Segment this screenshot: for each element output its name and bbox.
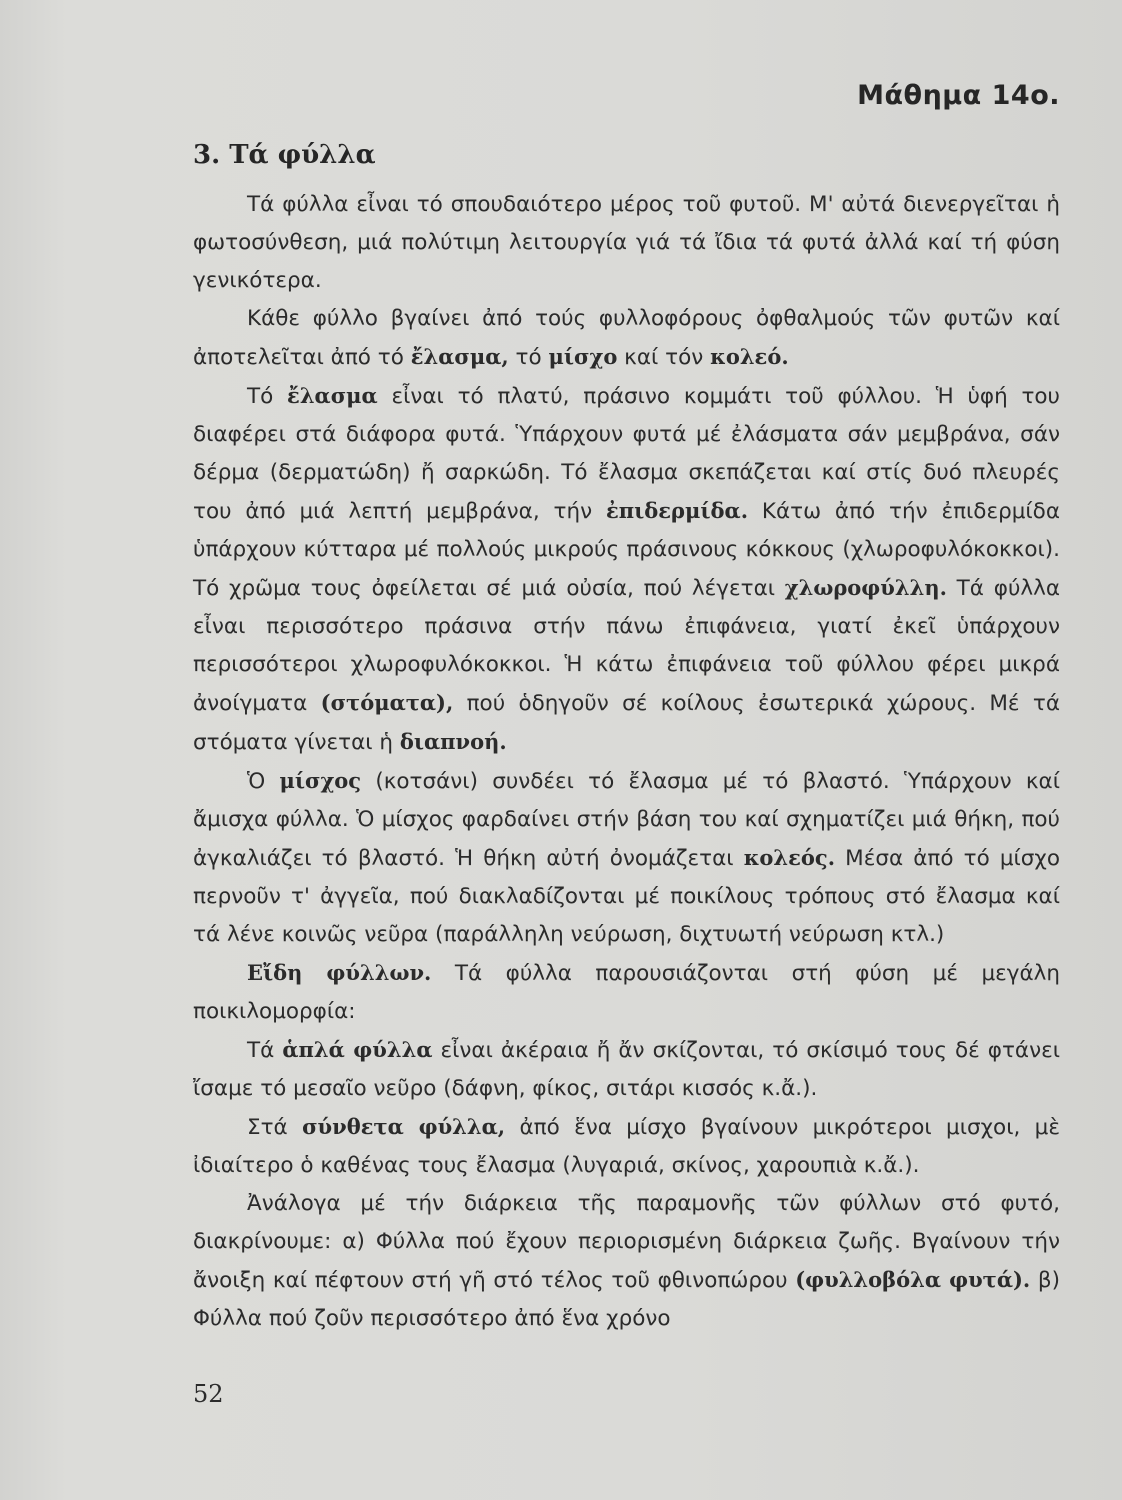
term-koleos: κολεός. <box>743 845 836 870</box>
text-run: πού ὁδηγοῦν σέ κοίλους ἐσωτερικά χώρους. Μέ τά στόματα γίνεται ἡ <box>193 691 1060 755</box>
text-run: Κάτω ἀπό τήν ἐπιδερμίδα ὑπάρχουν κύτταρα μέ πολλούς μικρούς πράσινους κόκκους (χλωροφυλόκοκκοι). Τό χρῶμα τους ὀφείλεται σέ μιά οὐσία, πού λέγεται <box>193 499 1061 601</box>
text-run: καί τόν <box>617 345 711 370</box>
paragraph <box>193 300 1060 377</box>
term-syntheta-fylla: σύνθετα φύλλα, <box>302 1114 506 1139</box>
term-chlorofylli: χλωροφύλλη. <box>784 575 947 600</box>
text-run: Κάθε φύλλο βγαίνει ἀπό τούς φυλλοφόρους ὀφθαλμούς τῶν φυτῶν καί ἀποτελεῖται ἀπό τό <box>193 306 1060 370</box>
paragraph <box>193 954 1060 1031</box>
text-run: τό <box>508 345 549 370</box>
text-run: Τά φύλλα εἶναι τό σπουδαιότερο μέρος τοῦ φυτοῦ. Μ' αὐτά διενεργεῖται ἡ φωτοσύνθεση, μιά πολύτιμη λειτουργία γιά τά ἴδια τά φυτά ἀλλά καί τή φύση γενικότερα. <box>193 192 1060 293</box>
page-number: 52 <box>193 1380 224 1408</box>
paragraph <box>193 1185 1060 1338</box>
text-run: Ἀνάλογα μέ τήν διάρκεια τῆς παραμονῆς τῶν φύλλων στό φυτό, διακρίνουμε: α) Φύλλα πού ἔχουν περιορισμένη διάρκεια ζωῆς. Βγαίνουν τήν ἄνοιξη καί πέφτουν στή γῆ στό τέλος τοῦ φθινοπώρου <box>193 1191 1060 1293</box>
term-stomata: (στόματα), <box>320 690 454 715</box>
text-run: Τά φύλλα εἶναι περισσότερο πράσινα στήν πάνω ἐπιφάνεια, γιατί ἐκεῖ ὑπάρχουν περισσότεροι χλωροφυλόκοκκοι. Ἡ κάτω ἐπιφάνεια τοῦ φύλλου φέρει μικρά ἀνοίγματα <box>193 576 1061 716</box>
term-diapnoi: διαπνοή. <box>399 729 507 754</box>
text-run: εἶναι τό πλατύ, πράσινο κομμάτι τοῦ φύλλου. Ἡ ὑφή του διαφέρει στά διάφορα φυτά. Ὑπάρχουν φυτά μέ ἐλάσματα σάν μεμβράνα, σάν δέρμα (δερματώδη) ἤ σαρκώδη. Τό ἔλασμα σκεπάζεται καί στίς δυό πλευρές του ἀπό μιά λεπτή μεμβράνα, τήν <box>193 384 1060 524</box>
text-run: (κοτσάνι) συνδέει τό ἔλασμα μέ τό βλαστό. Ὑπάρχουν καί ἄμισχα φύλλα. Ὁ μίσχος φαρδαίνει στήν βάση του καί σχηματίζει μιά θήκη, πού ἀγκαλιάζει τό βλαστό. Ἡ θήκη αὐτή ὀνομάζεται <box>193 769 1060 871</box>
term-elasma: ἔλασμα, <box>410 344 509 369</box>
paragraph <box>193 377 1060 762</box>
term-elasma: ἔλασμα <box>287 383 378 408</box>
text-run: Στά <box>247 1115 303 1140</box>
text-run: Τά <box>247 1038 283 1063</box>
text-run: Τό <box>247 384 288 409</box>
section-title: 3. Τά φύλλα <box>193 140 376 170</box>
lesson-heading: Μάθημα 14ο. <box>857 80 1060 111</box>
term-fyllovola-fyta: (φυλλοβόλα φυτά). <box>795 1267 1031 1292</box>
paragraph <box>193 762 1060 954</box>
text-run: εἶναι ἀκέραια ἤ ἄν σκίζονται, τό σκίσιμό τους δέ φτάνει ἴσαμε τό μεσαῖο νεῦρο (δάφνη, φίκος, σιτάρι κισσός κ.ἄ.). <box>193 1038 1061 1101</box>
paragraph <box>193 1031 1060 1108</box>
body-text <box>193 186 1060 1338</box>
term-mischos: μίσχος <box>279 768 362 793</box>
term-eidi-fyllon: Εἴδη φύλλων. <box>247 960 432 985</box>
text-run: ἀπό ἕνα μίσχο βγαίνουν μικρότεροι μισχοι, μὲ ἰδιαίτερο ὁ καθένας τους ἔλασμα (λυγαριά, σκίνος, χαρουπιὰ κ.ἄ.). <box>193 1115 1060 1178</box>
text-run: β) Φύλλα πού ζοῦν περισσότερο ἀπό ἕνα χρόνο <box>193 1268 1060 1331</box>
term-koleos: κολεό. <box>710 344 789 369</box>
term-epidermida: ἐπιδερμίδα. <box>605 498 749 523</box>
term-mischos: μίσχο <box>548 344 618 369</box>
text-run: Τά φύλλα παρουσιάζονται στή φύση μέ μεγάλη ποικιλομορφία: <box>193 961 1060 1024</box>
term-apla-fylla: ἁπλά φύλλα <box>282 1037 433 1062</box>
text-run: Μέσα ἀπό τό μίσχο περνοῦν τ' ἀγγεῖα, πού διακλαδίζονται μέ ποικίλους τρόπους στό ἔλασμα καί τά λένε κοινῶς νεῦρα (παράλληλη νεύρωση, διχτυωτή νεύρωση κτλ.) <box>193 846 1060 947</box>
paragraph <box>193 1108 1060 1185</box>
paragraph <box>193 186 1060 300</box>
text-run: Ὁ <box>247 769 280 794</box>
